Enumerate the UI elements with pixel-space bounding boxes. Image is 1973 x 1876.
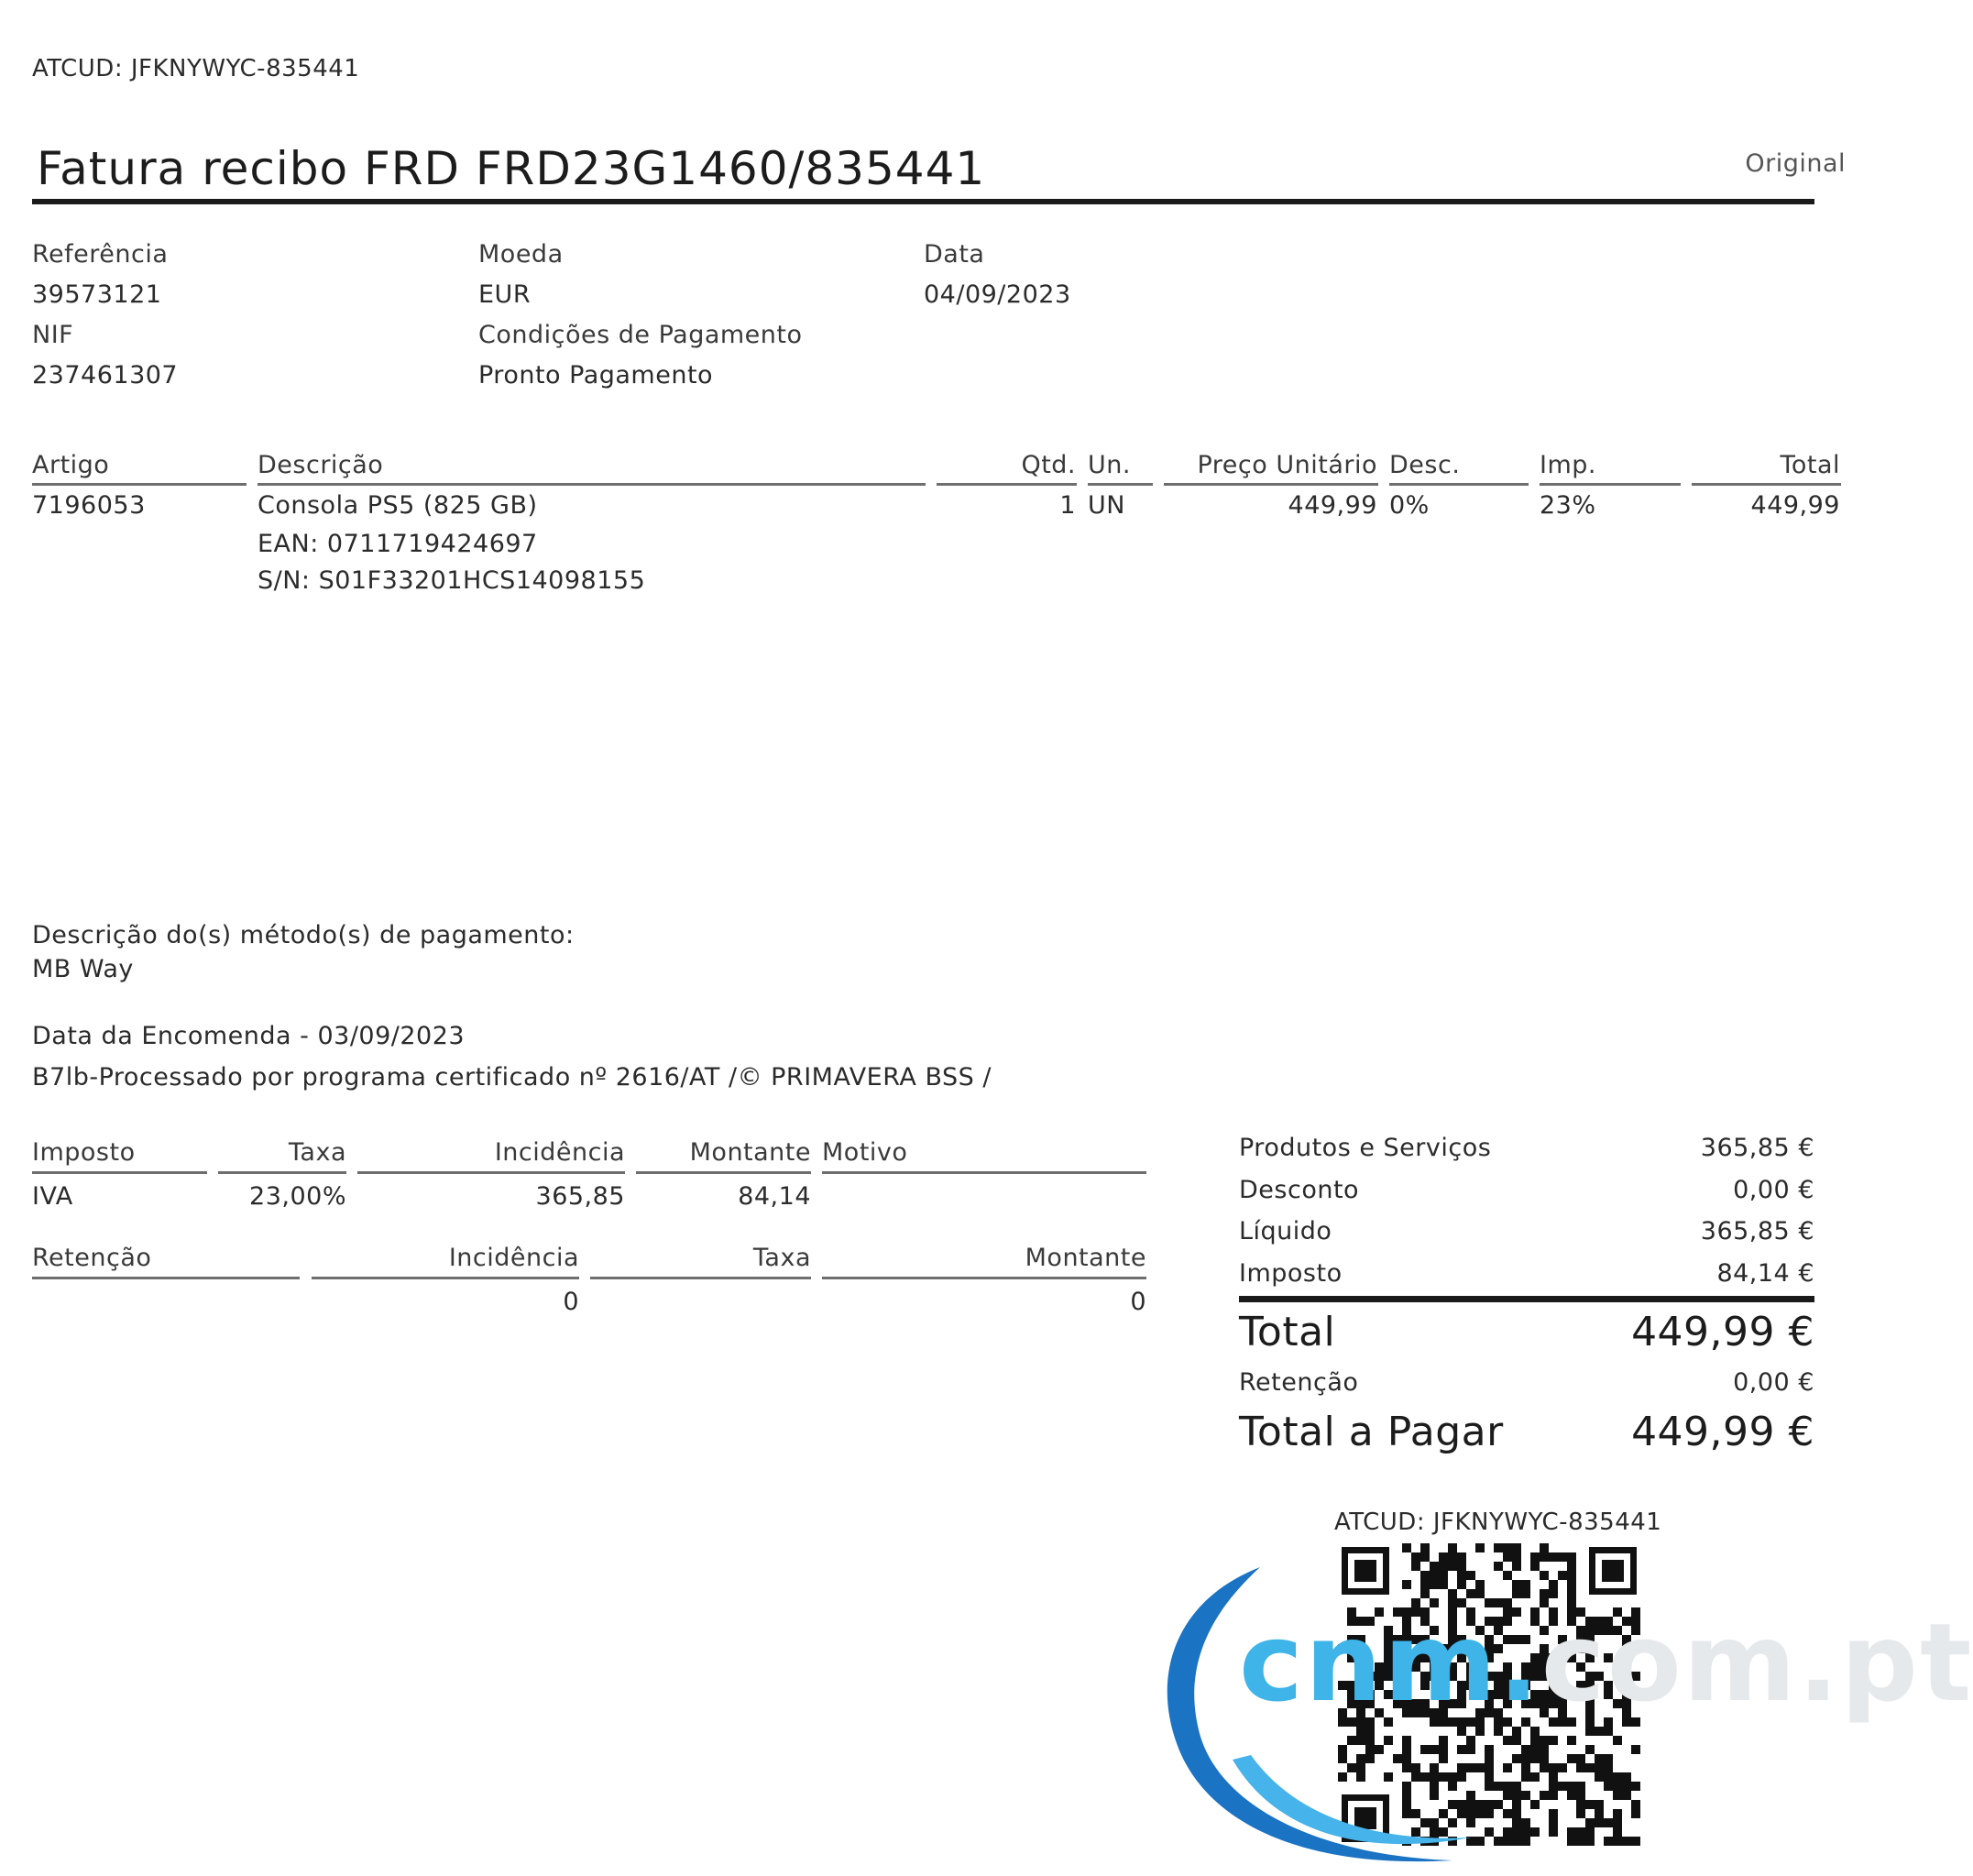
- col-imp-header: Imp.: [1540, 451, 1596, 479]
- row-qtd: 1: [1059, 491, 1076, 520]
- qr-module: [1613, 1782, 1622, 1791]
- qr-module: [1530, 1800, 1540, 1809]
- tax-incidencia-header: Incidência: [494, 1138, 625, 1167]
- qr-module: [1613, 1809, 1622, 1818]
- header-rule-artigo: [32, 483, 247, 486]
- qr-module: [1521, 1754, 1530, 1763]
- ret-taxa-header: Taxa: [752, 1244, 811, 1272]
- tax-row-montante: 84,14: [738, 1182, 811, 1211]
- qr-module: [1567, 1736, 1576, 1745]
- qr-module: [1595, 1754, 1604, 1763]
- row-artigo: 7196053: [32, 491, 146, 520]
- qr-module: [1521, 1772, 1530, 1782]
- original-label: Original: [1745, 149, 1846, 178]
- header-rule-descricao: [258, 483, 926, 486]
- summary-imposto-label: Imposto: [1239, 1259, 1343, 1288]
- qr-atcud: ATCUD: JFKNYWYC-835441: [1334, 1508, 1662, 1536]
- qr-module: [1613, 1818, 1622, 1827]
- nif-value: 237461307: [32, 361, 179, 389]
- qr-module: [1604, 1727, 1613, 1736]
- qr-module: [1530, 1736, 1540, 1745]
- qr-module: [1585, 1827, 1595, 1837]
- row-ean: EAN: 0711719424697: [258, 530, 538, 558]
- qr-module: [1567, 1827, 1576, 1837]
- header-rule-un: [1088, 483, 1153, 486]
- ret-row-incidencia: 0: [563, 1288, 579, 1316]
- qr-module: [1457, 1552, 1466, 1562]
- moeda-label: Moeda: [478, 240, 564, 269]
- row-preco: 449,99: [1288, 491, 1377, 520]
- qr-module: [1595, 1772, 1604, 1782]
- qr-module: [1595, 1727, 1604, 1736]
- qr-module: [1631, 1745, 1640, 1754]
- payment-method-label: Descrição do(s) método(s) de pagamento:: [32, 921, 575, 949]
- tax-motivo-header: Motivo: [822, 1138, 908, 1167]
- qr-module: [1540, 1791, 1549, 1800]
- qr-module: [1567, 1754, 1576, 1763]
- tax-rule-montante: [636, 1171, 811, 1174]
- qr-module: [1595, 1763, 1604, 1772]
- qr-module: [1595, 1818, 1604, 1827]
- qr-module: [1613, 1791, 1622, 1800]
- tax-imposto-header: Imposto: [32, 1138, 136, 1167]
- watermark-brand: cnm: [1239, 1599, 1498, 1726]
- ret-retencao-header: Retenção: [32, 1244, 152, 1272]
- summary-total-pagar-label: Total a Pagar: [1239, 1409, 1504, 1455]
- header-rule-qtd: [937, 483, 1077, 486]
- qr-module: [1567, 1580, 1576, 1589]
- col-descricao-header: Descrição: [258, 451, 384, 479]
- summary-total-pagar-value: 449,99 €: [1631, 1409, 1814, 1455]
- tax-taxa-header: Taxa: [288, 1138, 346, 1167]
- qr-module: [1631, 1782, 1640, 1791]
- qr-module: [1604, 1837, 1613, 1846]
- qr-module: [1475, 1543, 1485, 1552]
- tax-montante-header: Montante: [689, 1138, 811, 1167]
- row-un: UN: [1088, 491, 1125, 520]
- qr-module: [1530, 1754, 1540, 1763]
- header-rule-desc: [1389, 483, 1529, 486]
- tax-rule-motivo: [822, 1171, 1146, 1174]
- row-sn: S/N: S01F33201HCS14098155: [258, 566, 646, 595]
- tax-rule-incidencia: [357, 1171, 625, 1174]
- moeda-value: EUR: [478, 280, 532, 309]
- qr-module: [1613, 1837, 1622, 1846]
- condicoes-value: Pronto Pagamento: [478, 361, 714, 389]
- qr-module: [1521, 1827, 1530, 1837]
- qr-module: [1549, 1552, 1558, 1562]
- qr-module: [1549, 1827, 1558, 1837]
- col-artigo-header: Artigo: [32, 451, 110, 479]
- qr-module: [1567, 1562, 1576, 1571]
- qr-module: [1622, 1791, 1631, 1800]
- qr-module: [1622, 1837, 1631, 1846]
- tax-rule-imposto: [32, 1171, 207, 1174]
- qr-module: [1549, 1782, 1558, 1791]
- row-total: 449,99: [1750, 491, 1840, 520]
- summary-liquido-value: 365,85 €: [1700, 1217, 1814, 1245]
- payment-method-value: MB Way: [32, 955, 134, 983]
- qr-module: [1549, 1580, 1558, 1589]
- qr-module: [1567, 1552, 1576, 1562]
- qr-module: [1613, 1827, 1622, 1837]
- qr-module: [1604, 1772, 1613, 1782]
- row-imp: 23%: [1540, 491, 1596, 520]
- qr-module: [1576, 1754, 1585, 1763]
- qr-module: [1567, 1782, 1576, 1791]
- qr-module: [1558, 1552, 1567, 1562]
- summary-retencao-value: 0,00 €: [1733, 1368, 1814, 1397]
- qr-module: [1549, 1763, 1558, 1772]
- data-value: 04/09/2023: [924, 280, 1071, 309]
- invoice-title: Fatura recibo FRD FRD23G1460/835441: [37, 142, 986, 195]
- watermark-tld: com.pt: [1540, 1599, 1973, 1726]
- qr-module: [1439, 1552, 1448, 1562]
- qr-module: [1494, 1543, 1503, 1552]
- qr-module: [1567, 1837, 1576, 1846]
- summary-rule: [1239, 1296, 1814, 1302]
- tax-row-taxa: 23,00%: [249, 1182, 346, 1211]
- qr-module: [1521, 1745, 1530, 1754]
- qr-module: [1585, 1727, 1595, 1736]
- qr-module: [1576, 1800, 1585, 1809]
- summary-total-label: Total: [1239, 1309, 1336, 1355]
- qr-module: [1585, 1800, 1595, 1809]
- ret-row-montante: 0: [1130, 1288, 1146, 1316]
- referencia-value: 39573121: [32, 280, 162, 309]
- ret-rule-retencao: [32, 1277, 300, 1279]
- watermark-dot: .: [1497, 1599, 1541, 1726]
- qr-module: [1503, 1543, 1512, 1552]
- ret-incidencia-header: Incidência: [448, 1244, 579, 1272]
- qr-module: [1411, 1552, 1420, 1562]
- qr-module: [1558, 1782, 1567, 1791]
- qr-module: [1530, 1745, 1540, 1754]
- qr-module: [1604, 1818, 1613, 1827]
- qr-module: [1549, 1809, 1558, 1818]
- qr-module: [1622, 1772, 1631, 1782]
- qr-module: [1540, 1736, 1549, 1745]
- qr-module: [1512, 1543, 1521, 1552]
- qr-module: [1576, 1809, 1585, 1818]
- qr-module: [1549, 1736, 1558, 1745]
- col-un-header: Un.: [1088, 451, 1131, 479]
- qr-module: [1585, 1837, 1595, 1846]
- header-rule-imp: [1540, 483, 1681, 486]
- col-total-header: Total: [1780, 451, 1840, 479]
- qr-module: [1585, 1818, 1595, 1827]
- qr-module: [1540, 1754, 1549, 1763]
- watermark-logo: [1239, 1599, 1973, 1726]
- qr-module: [1567, 1571, 1576, 1580]
- qr-module: [1595, 1800, 1604, 1809]
- qr-module: [1558, 1763, 1567, 1772]
- qr-module: [1521, 1580, 1530, 1589]
- ret-rule-taxa: [590, 1277, 811, 1279]
- col-qtd-header: Qtd.: [1021, 451, 1076, 479]
- qr-module: [1549, 1589, 1558, 1598]
- qr-module: [1503, 1552, 1512, 1562]
- qr-module: [1521, 1818, 1530, 1827]
- qr-module: [1567, 1791, 1576, 1800]
- qr-module: [1540, 1745, 1549, 1754]
- qr-module: [1576, 1763, 1585, 1772]
- ret-montante-header: Montante: [1025, 1244, 1146, 1272]
- qr-module: [1631, 1800, 1640, 1809]
- summary-total-value: 449,99 €: [1631, 1309, 1814, 1355]
- header-rule-total: [1692, 483, 1841, 486]
- qr-module: [1549, 1791, 1558, 1800]
- qr-module: [1622, 1782, 1631, 1791]
- qr-module: [1576, 1827, 1585, 1837]
- summary-liquido-label: Líquido: [1239, 1217, 1332, 1245]
- qr-module: [1604, 1754, 1613, 1763]
- qr-module: [1521, 1837, 1530, 1846]
- qr-module: [1576, 1791, 1585, 1800]
- qr-module: [1540, 1589, 1549, 1598]
- qr-module: [1540, 1552, 1549, 1562]
- qr-module: [1521, 1763, 1530, 1772]
- summary-produtos-value: 365,85 €: [1700, 1134, 1814, 1162]
- qr-module: [1448, 1543, 1457, 1552]
- qr-module: [1549, 1772, 1558, 1782]
- qr-module: [1567, 1589, 1576, 1598]
- qr-module: [1512, 1552, 1521, 1562]
- summary-produtos-label: Produtos e Serviços: [1239, 1134, 1492, 1162]
- row-desc: 0%: [1389, 491, 1430, 520]
- qr-module: [1530, 1562, 1540, 1571]
- col-desc-header: Desc.: [1389, 451, 1461, 479]
- referencia-label: Referência: [32, 240, 169, 269]
- row-descricao: Consola PS5 (825 GB): [258, 491, 538, 520]
- qr-module: [1549, 1818, 1558, 1827]
- qr-module: [1540, 1571, 1549, 1580]
- certification-note: B7lb-Processado por programa certificado nº 2616/AT /© PRIMAVERA BSS /: [32, 1063, 992, 1092]
- nif-label: NIF: [32, 321, 74, 349]
- qr-module: [1613, 1736, 1622, 1745]
- qr-module: [1530, 1827, 1540, 1837]
- qr-module: [1420, 1552, 1430, 1562]
- qr-module: [1530, 1552, 1540, 1562]
- qr-module: [1604, 1782, 1613, 1791]
- tax-row-imposto: IVA: [32, 1182, 73, 1211]
- col-preco-header: Preço Unitário: [1197, 451, 1377, 479]
- summary-retencao-label: Retenção: [1239, 1368, 1359, 1397]
- summary-desconto-value: 0,00 €: [1733, 1176, 1814, 1204]
- qr-module: [1521, 1791, 1530, 1800]
- atcud-header: ATCUD: JFKNYWYC-835441: [32, 55, 360, 82]
- qr-module: [1585, 1745, 1595, 1754]
- qr-module: [1576, 1782, 1585, 1791]
- tax-rule-taxa: [218, 1171, 346, 1174]
- qr-module: [1402, 1543, 1411, 1552]
- qr-module: [1631, 1837, 1640, 1846]
- summary-imposto-value: 84,14 €: [1716, 1259, 1814, 1288]
- qr-module: [1448, 1552, 1457, 1562]
- tax-row-incidencia: 365,85: [535, 1182, 625, 1211]
- qr-module: [1631, 1809, 1640, 1818]
- qr-module: [1576, 1837, 1585, 1846]
- qr-module: [1521, 1589, 1530, 1598]
- ret-rule-incidencia: [312, 1277, 579, 1279]
- title-underline: [32, 199, 1814, 204]
- condicoes-label: Condições de Pagamento: [478, 321, 803, 349]
- summary-desconto-label: Desconto: [1239, 1176, 1360, 1204]
- qr-module: [1530, 1727, 1540, 1736]
- data-label: Data: [924, 240, 985, 269]
- qr-module: [1420, 1543, 1430, 1552]
- ret-rule-montante: [822, 1277, 1146, 1279]
- qr-module: [1558, 1571, 1567, 1580]
- qr-module: [1585, 1763, 1595, 1772]
- order-date: Data da Encomenda - 03/09/2023: [32, 1022, 466, 1050]
- qr-module: [1540, 1763, 1549, 1772]
- qr-module: [1613, 1772, 1622, 1782]
- header-rule-preco: [1164, 483, 1378, 486]
- qr-module: [1530, 1772, 1540, 1782]
- qr-module: [1540, 1543, 1549, 1552]
- qr-module: [1595, 1809, 1604, 1818]
- qr-module: [1604, 1763, 1613, 1772]
